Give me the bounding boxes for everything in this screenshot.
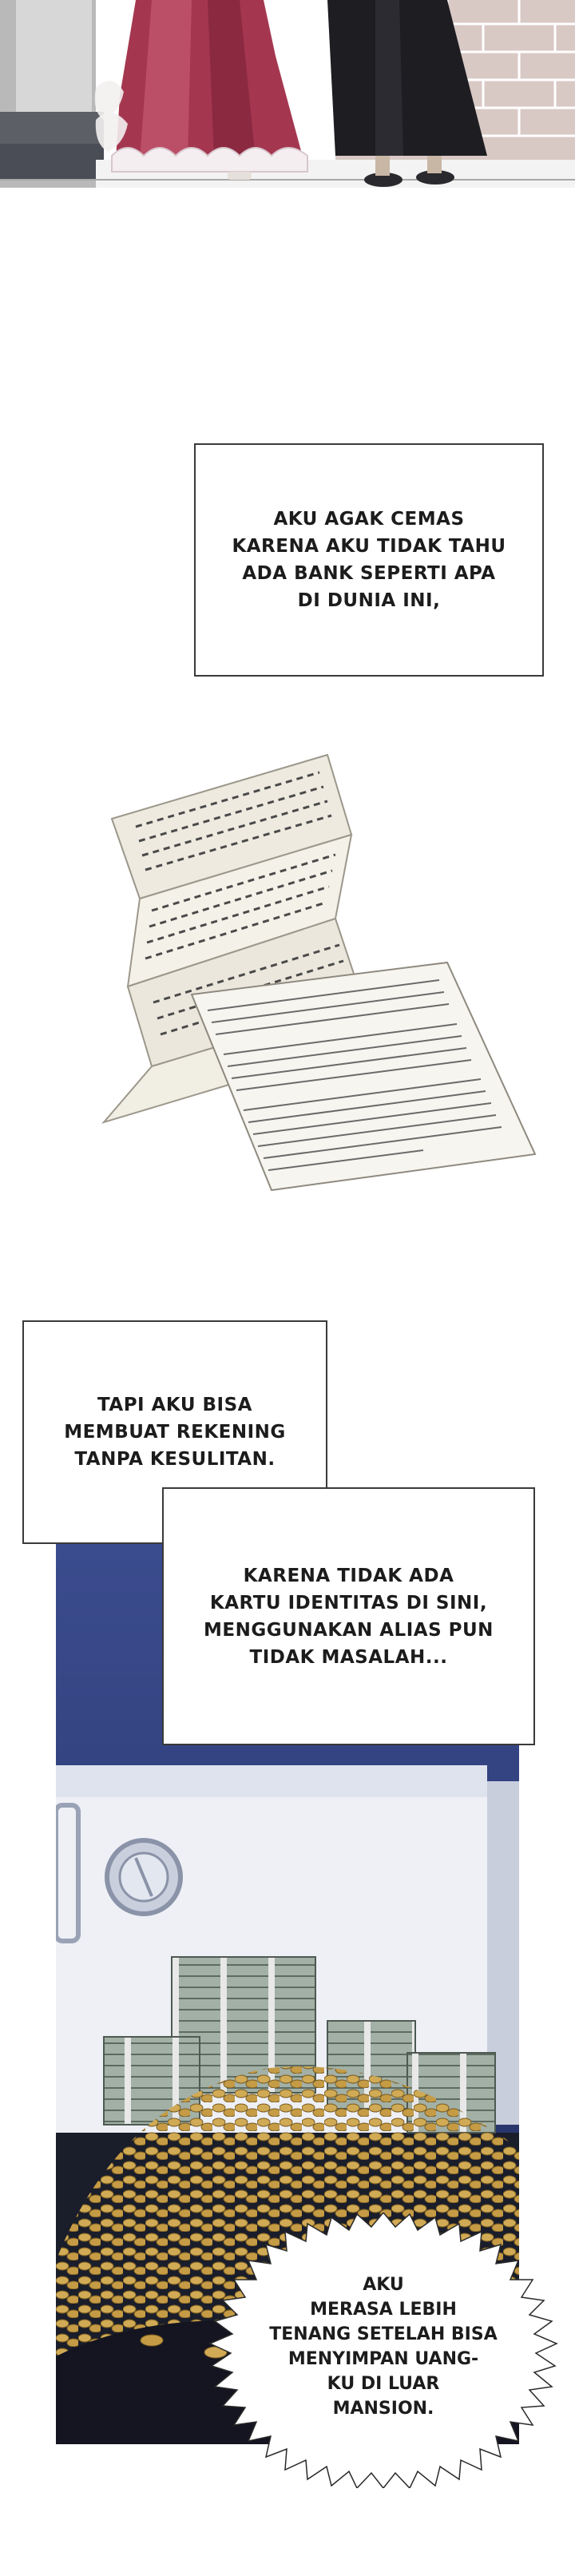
caption-box-3: [162, 1487, 535, 1745]
caption-line: TAPI AKU BISA: [97, 1395, 252, 1415]
dress-scene-art: [0, 0, 575, 188]
speech-burst-text: [232, 2272, 535, 2421]
dress-scene-panel: [0, 0, 575, 188]
caption-text-2: [64, 1391, 286, 1473]
burst-line: MERASA LEBIH: [310, 2300, 457, 2320]
documents-art: [64, 747, 559, 1194]
caption-line: DI DUNIA INI,: [297, 590, 441, 611]
caption-line: AKU AGAK CEMAS: [273, 509, 465, 530]
caption-line: KARTU IDENTITAS DI SINI,: [209, 1592, 488, 1613]
burst-line: MENYIMPAN UANG-: [288, 2349, 479, 2369]
caption-text-1: [232, 506, 506, 614]
burst-line: TENANG SETELAH BISA: [269, 2324, 498, 2344]
caption-line: KARENA TIDAK ADA: [243, 1565, 454, 1586]
caption-line: MEMBUAT REKENING: [64, 1422, 286, 1443]
caption-line: TANPA KESULITAN.: [74, 1449, 276, 1470]
burst-line: KU DI LUAR: [327, 2374, 440, 2394]
burst-line: AKU: [363, 2275, 404, 2295]
caption-box-1: [194, 443, 544, 677]
documents-illustration: [64, 747, 559, 1194]
caption-text-3: [204, 1562, 494, 1671]
burst-line: MANSION.: [332, 2399, 434, 2419]
speech-burst: [204, 2213, 563, 2488]
caption-line: TIDAK MASALAH...: [249, 1646, 448, 1668]
caption-line: ADA BANK SEPERTI APA: [242, 563, 496, 584]
caption-line: KARENA AKU TIDAK TAHU: [232, 536, 506, 557]
flat-letter: [192, 963, 535, 1190]
caption-line: MENGGUNAKAN ALIAS PUN: [204, 1619, 494, 1641]
